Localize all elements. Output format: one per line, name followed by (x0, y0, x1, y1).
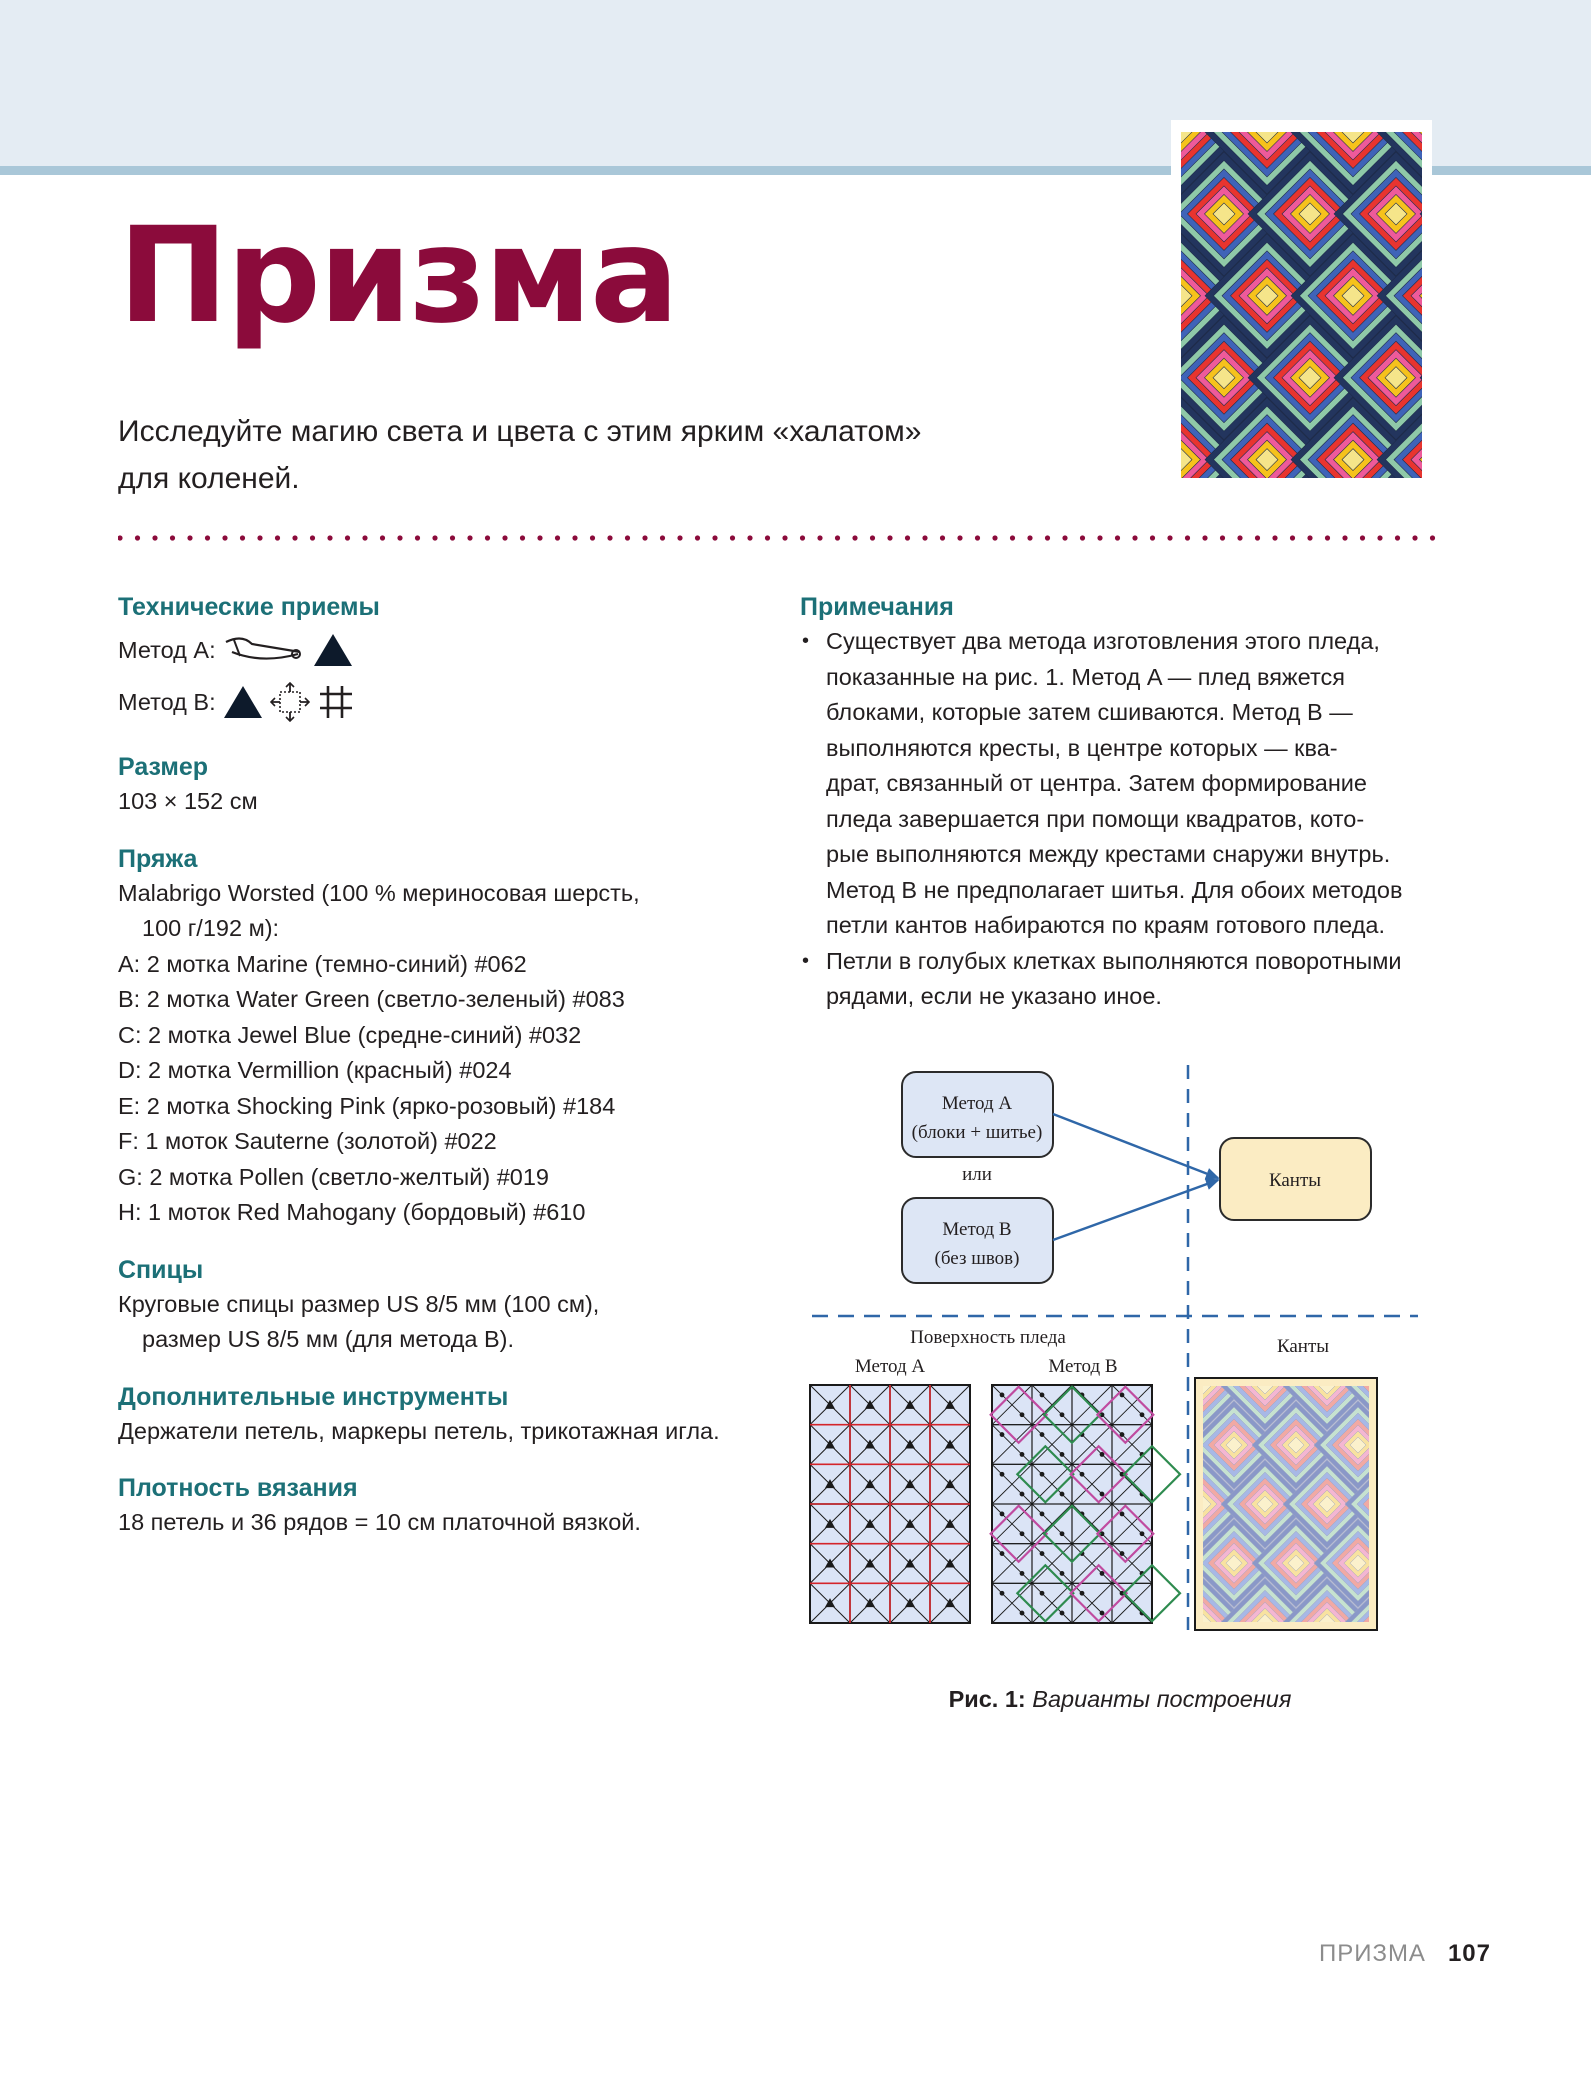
yarn-color: D: 2 мотка Vermillion (красный) #024 (118, 1057, 512, 1083)
triangle-icon (312, 632, 354, 668)
method-b-box-title: Метод B (942, 1219, 1012, 1240)
footer-section: ПРИЗМА (1318, 1940, 1426, 1967)
yarn-color: H: 1 моток Red Mahogany (бордовый) #610 (118, 1199, 586, 1225)
page-title: Призма (118, 199, 678, 353)
yarn-heading: Пряжа (118, 844, 198, 873)
method-a-label: Метод A: (118, 636, 216, 663)
needles-line1: Круговые спицы размер US 8/5 мм (100 см), (118, 1290, 600, 1317)
right-column (800, 590, 1440, 1015)
gauge-value: 18 петель и 36 рядов = 10 см платочной вязкой. (118, 1509, 641, 1535)
method-b-box (902, 1198, 1053, 1283)
method-a-box-sub: (блоки + шитье) (911, 1122, 1043, 1143)
blanket-pattern-image (1181, 132, 1422, 478)
or-label: или (962, 1164, 992, 1185)
caption-text: Варианты построения (1032, 1686, 1292, 1712)
method-b-box-sub: (без швов) (934, 1248, 1020, 1269)
grid-icon (316, 682, 356, 722)
caption-label: Рис. 1: (948, 1686, 1026, 1712)
yarn-color: G: 2 мотка Pollen (светло-желтый) #019 (118, 1163, 549, 1190)
tools-heading: Дополнительные инструменты (118, 1382, 509, 1411)
yarn-line2: 100 г/192 м): (142, 915, 280, 941)
construction-diagram (800, 1050, 1440, 1650)
surface-label: Поверхность пледа (910, 1327, 1066, 1348)
method-b-row (118, 676, 778, 728)
panel-b-label: Метод B (1048, 1356, 1118, 1377)
needles-line2: размер US 8/5 мм (для метода B). (142, 1326, 515, 1352)
construction-figure (800, 1050, 1440, 1650)
yarn-color: F: 1 моток Sauterne (золотой) #022 (118, 1128, 497, 1154)
note-item: • Петли в голубых клетках выполняются поворотными рядами, если не указано иное. (800, 944, 1440, 1015)
tools-value: Держатели петель, маркеры петель, трикотажная игла. (118, 1417, 720, 1444)
needles-heading: Спицы (118, 1255, 204, 1284)
notes-heading: Примечания (800, 593, 954, 621)
method-a-box (902, 1072, 1053, 1157)
yarn-color: C: 2 мотка Jewel Blue (средне-синий) #032 (118, 1021, 582, 1048)
edging-label: Канты (1276, 1336, 1330, 1357)
size-value: 103 × 152 см (118, 788, 258, 814)
yarn-color: A: 2 мотка Marine (темно-синий) #062 (118, 950, 527, 977)
method-a-row (118, 624, 778, 676)
left-column (118, 590, 778, 1541)
arrow-b (1053, 1180, 1218, 1240)
edging-box-label: Канты (1268, 1170, 1322, 1191)
needle-icon (222, 630, 306, 670)
yarn-color: E: 2 мотка Shocking Pink (ярко-розовый) #184 (118, 1092, 616, 1119)
size-heading: Размер (118, 753, 209, 781)
note-item: • Существует два метода изготовления этого пледа, показанные на рис. 1. Метод A — плед вяжется блоками, которые затем сшиваются. Метод B — выполняются кресты, в центре которых — ква- драт, связанный от центра. Затем формирование пледа завершается при помощи квадратов, кото- рые выполняются между крестами снаружи внутрь. Метод B не предполагает шитья. Для обоих методов петли кантов набираются по краям готового пледа. (800, 624, 1440, 944)
lead-text: Исследуйте магию света и цвета с этим ярким «халатом» для коленей. (118, 415, 922, 495)
gauge-heading: Плотность вязания (118, 1474, 358, 1502)
figure-caption (800, 1686, 1440, 1713)
yarn-color: B: 2 мотка Water Green (светло-зеленый) #083 (118, 986, 625, 1012)
panel-a-label: Метод A (854, 1356, 926, 1377)
method-a-box-title: Метод A (941, 1093, 1013, 1114)
techniques-heading: Технические приемы (118, 593, 380, 621)
dotted-divider (118, 532, 1436, 544)
triangle-icon (222, 684, 264, 720)
blanket-photo (1171, 120, 1432, 490)
page-footer (1319, 1940, 1491, 1968)
method-a-panel (810, 1385, 970, 1623)
method-b-label: Метод B: (118, 688, 216, 715)
center-square-icon (270, 682, 310, 722)
page-number: 107 (1447, 1940, 1491, 1967)
yarn-line1: Malabrigo Worsted (100 % мериносовая шерсть, (118, 879, 640, 906)
method-b-panel (991, 1385, 1180, 1623)
arrow-a (1053, 1114, 1218, 1178)
notes-list (800, 624, 1440, 1015)
